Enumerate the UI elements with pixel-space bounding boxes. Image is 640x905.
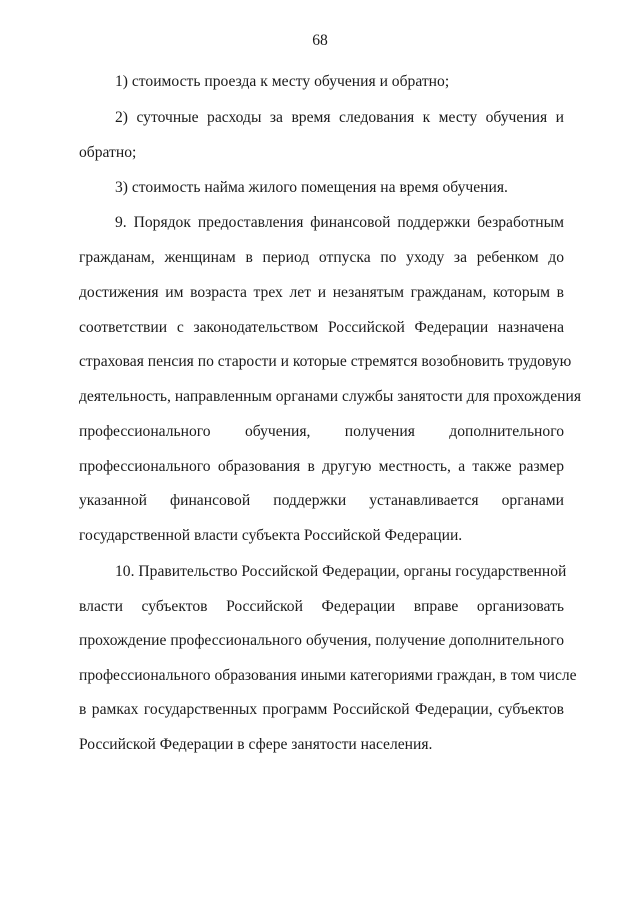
text-line: государственной власти субъекта Российской Федерации. bbox=[79, 527, 463, 544]
text-line: 3) стоимость найма жилого помещения на время обучения. bbox=[115, 179, 508, 196]
text-line: 2) суточные расходы за время следования к месту обучения и bbox=[115, 109, 564, 126]
text-line: указанной финансовой поддержки устанавливается органами bbox=[79, 492, 564, 509]
text-line: гражданам, женщинам в период отпуска по уходу за ребенком до bbox=[79, 249, 564, 266]
text-line: деятельность, направленным органами службы занятости для прохождения bbox=[79, 388, 582, 405]
text-line: обратно; bbox=[79, 144, 137, 161]
text-line: достижения им возраста трех лет и незанятым гражданам, которым в bbox=[79, 284, 564, 301]
text-line: страховая пенсия по старости и которые стремятся возобновить трудовую bbox=[79, 353, 572, 370]
text-line: профессионального образования в другую местность, а также размер bbox=[79, 458, 564, 475]
text-line: Российской Федерации в сфере занятости населения. bbox=[79, 736, 433, 753]
text-line: в рамках государственных программ Российской Федерации, субъектов bbox=[79, 701, 564, 718]
text-line: прохождение профессионального обучения, получение дополнительного bbox=[79, 632, 564, 649]
text-line: профессионального обучения, получения дополнительного bbox=[79, 423, 564, 440]
text-line: профессионального образования иными категориями граждан, в том числе bbox=[79, 667, 577, 684]
text-line: соответствии с законодательством Российской Федерации назначена bbox=[79, 319, 564, 336]
text-line: 10. Правительство Российской Федерации, органы государственной bbox=[115, 563, 567, 580]
text-line: 1) стоимость проезда к месту обучения и обратно; bbox=[115, 73, 450, 90]
text-line: 9. Порядок предоставления финансовой поддержки безработным bbox=[115, 214, 564, 231]
text-line: власти субъектов Российской Федерации вправе организовать bbox=[79, 598, 564, 615]
page-number: 68 bbox=[312, 32, 328, 49]
